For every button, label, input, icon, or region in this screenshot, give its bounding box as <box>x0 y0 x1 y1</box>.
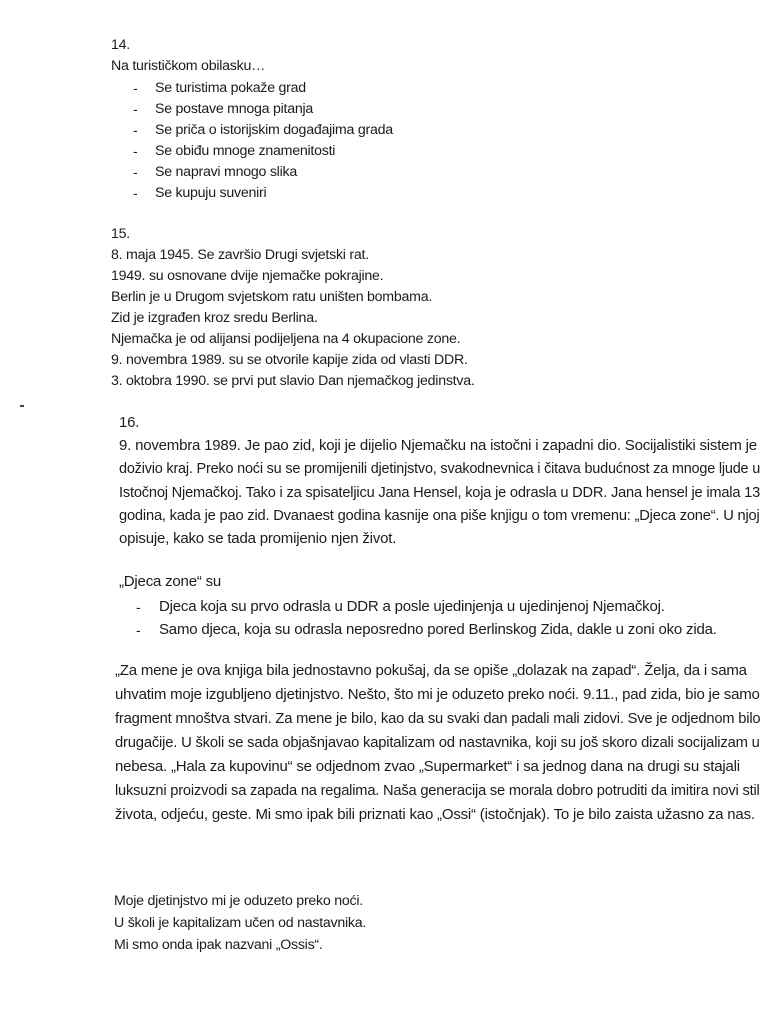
section-15-number: 15. <box>111 226 130 242</box>
definition-intro: „Djeca zone“ su <box>119 573 222 590</box>
section-14-number: 14. <box>111 37 130 53</box>
definition-item: Djeca koja su prvo odrasla u DDR a posle ujedinjenja u ujedinjenoj Njemačkoj. <box>159 598 665 615</box>
paragraph-line: doživio kraj. Preko noći su se promijenili djetinjstvo, svakodnevnica i čitava budućnost za mnoge ljude u <box>119 460 761 477</box>
list-bullet: - <box>133 143 138 159</box>
section-15-line: 3. oktobra 1990. se prvi put slavio Dan njemačkog jedinstva. <box>111 373 475 389</box>
list-item: Se turistima pokaže grad <box>155 80 306 96</box>
quote-line: drugačije. U školi se sada objašnjavao kapitalizam od nastavnika, koji su još skoro dizali socijalizam u <box>115 734 760 751</box>
list-bullet: - <box>133 101 138 117</box>
quote-line: luksuzni proizvodi sa zapada na regalima. Naša generacija se morala dobro potruditi da imitira novi stil <box>115 782 760 799</box>
list-item: Se priča o istorijskim događajima grada <box>155 122 393 138</box>
paragraph-line: 9. novembra 1989. Je pao zid, koji je dijelio Njemačku na istočni i zapadni dio. Socijalistiki sistem je <box>119 437 757 454</box>
list-bullet: - <box>136 622 141 638</box>
list-item: Se napravi mnogo slika <box>155 164 297 180</box>
summary-line: Moje djetinjstvo mi je oduzeto preko noći. <box>114 893 363 909</box>
list-bullet: - <box>133 122 138 138</box>
list-bullet: - <box>133 164 138 180</box>
summary-line: Mi smo onda ipak nazvani „Ossis“. <box>114 937 323 953</box>
quote-line: života, odjeću, geste. Mi smo ipak bili priznati kao „Ossi“ (istočnjak). To je bilo zaista užasno za nas. <box>115 806 755 823</box>
quote-line: „Za mene je ova knjiga bila jednostavno pokušaj, da se opiše „dolazak na zapad“. Želja, da i sama <box>115 662 747 679</box>
paragraph-line: opisuje, kako se tada promijenio njen život. <box>119 530 397 547</box>
scan-mark <box>20 405 24 407</box>
summary-line: U školi je kapitalizam učen od nastavnika. <box>114 915 367 931</box>
section-15-line: 1949. su osnovane dvije njemačke pokrajine. <box>111 268 384 284</box>
definition-item: Samo djeca, koja su odrasla neposredno pored Berlinskog Zida, dakle u zoni oko zida. <box>159 621 717 638</box>
list-item: Se obiđu mnoge znamenitosti <box>155 143 336 159</box>
list-bullet: - <box>133 185 138 201</box>
quote-line: fragment mnoštva stvari. Za mene je bilo, kao da su svaki dan padali mali zidovi. Sve je odjednom bilo <box>115 710 761 727</box>
paragraph-line: Istočnoj Njemačkoj. Tako i za spisateljicu Jana Hensel, koja je odrasla u DDR. Jana hensel je imala 13 <box>119 484 761 501</box>
section-15-line: 9. novembra 1989. su se otvorile kapije zida od vlasti DDR. <box>111 352 468 368</box>
paragraph-line: godina, kada je pao zid. Dvanaest godina kasnije ona piše knjigu o tom vremenu: „Djeca zone“. U njoj <box>119 507 760 524</box>
quote-line: nebesa. „Hala za kupovinu“ se odjednom zvao „Supermarket“ i sa jednog dana na drugi su stajali <box>115 758 740 775</box>
section-16-number: 16. <box>119 414 140 431</box>
section-15-line: Berlin je u Drugom svjetskom ratu uništen bombama. <box>111 289 433 305</box>
section-15-line: Zid je izgrađen kroz sredu Berlina. <box>111 310 318 326</box>
section-14-intro: Na turističkom obilasku… <box>111 58 266 74</box>
list-item: Se postave mnoga pitanja <box>155 101 314 117</box>
section-15-line: Njemačka je od alijansi podijeljena na 4 okupacione zone. <box>111 331 461 347</box>
quote-line: uhvatim moje izgubljeno djetinjstvo. Nešto, što mi je oduzeto preko noći. 9.11., pad zida, bio je samo <box>115 686 760 703</box>
list-item: Se kupuju suveniri <box>155 185 267 201</box>
list-bullet: - <box>136 599 141 615</box>
list-bullet: - <box>133 80 138 96</box>
section-15-line: 8. maja 1945. Se završio Drugi svjetski rat. <box>111 247 369 263</box>
